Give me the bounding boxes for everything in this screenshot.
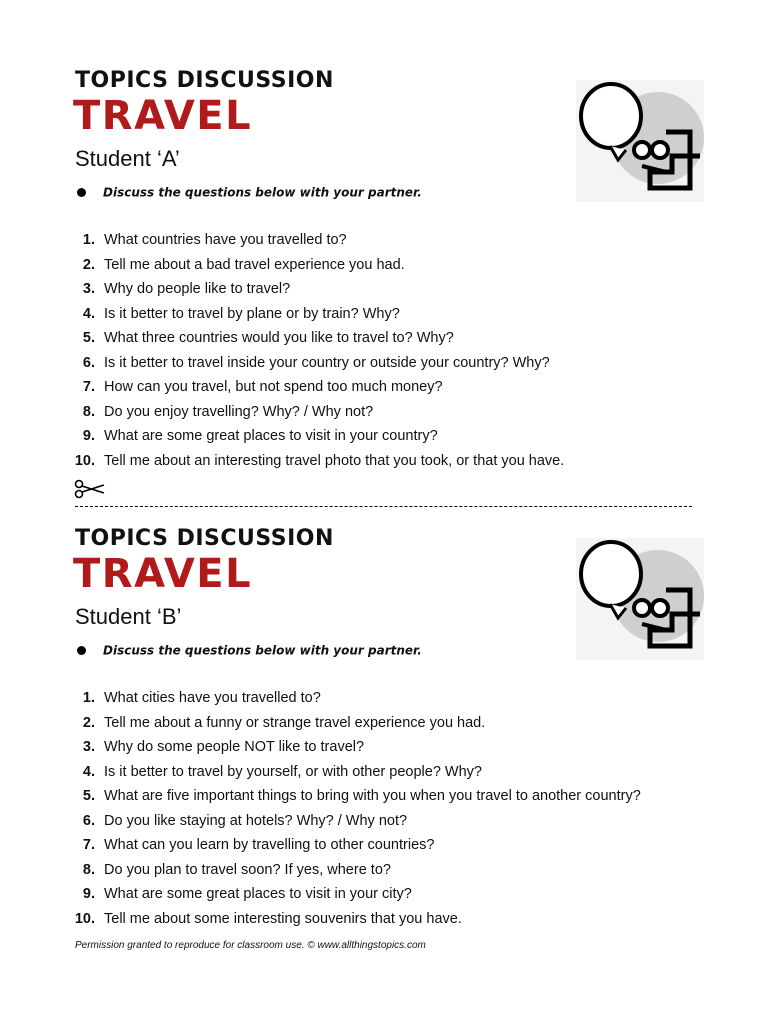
question-number: 1. <box>82 232 95 248</box>
question-text: Tell me about an interesting travel photo that you took, or that you have. <box>104 452 565 469</box>
question-text: Is it better to travel inside your country or outside your country? Why? <box>104 354 550 371</box>
question-number: 4. <box>82 305 95 322</box>
question-text: What are some great places to visit in your country? <box>104 428 438 444</box>
question-text: Is it better to travel by yourself, or with other people? Why? <box>104 763 482 780</box>
question-text: What countries have you travelled to? <box>104 232 347 248</box>
question-number: 1. <box>82 690 95 706</box>
question-list <box>73 688 641 933</box>
question-item <box>73 737 641 762</box>
bullet-icon <box>77 188 86 197</box>
question-number: 2. <box>82 256 95 273</box>
speech-bubble-faces-icon <box>576 80 704 202</box>
student-label: Student ‘B’ <box>75 604 182 629</box>
instruction-line <box>75 184 422 200</box>
permission-footer: Permission granted to reproduce for classroom use. © www.allthingstopics.com <box>75 940 426 951</box>
question-number: 3. <box>82 281 95 297</box>
question-item <box>73 713 641 738</box>
question-item <box>73 255 564 280</box>
question-text: Do you like staying at hotels? Why? / Why not? <box>104 812 408 829</box>
dashed-divider <box>75 506 692 507</box>
question-number: 9. <box>82 428 95 444</box>
question-text: How can you travel, but not spend too much money? <box>104 379 443 395</box>
question-number: 3. <box>82 739 95 755</box>
question-item <box>73 835 641 860</box>
question-text: Why do people like to travel? <box>104 281 291 297</box>
question-item <box>73 377 564 402</box>
instruction-text: Discuss the questions below with your partner. <box>103 643 422 658</box>
question-number: 9. <box>82 886 95 902</box>
question-item <box>73 304 564 329</box>
question-text: Do you plan to travel soon? If yes, where to? <box>104 861 391 878</box>
question-text: What three countries would you like to travel to? Why? <box>104 330 454 346</box>
question-item <box>73 328 564 353</box>
question-number: 8. <box>82 861 95 878</box>
student-label: Student ‘A’ <box>75 146 180 171</box>
speech-bubble-faces-icon <box>576 538 704 660</box>
question-text: Do you enjoy travelling? Why? / Why not? <box>104 403 374 420</box>
question-item <box>73 884 641 909</box>
question-text: Is it better to travel by plane or by train? Why? <box>104 305 400 322</box>
question-number: 7. <box>82 379 95 395</box>
question-item <box>73 353 564 378</box>
question-item <box>73 786 641 811</box>
question-item <box>73 909 641 934</box>
question-number: 6. <box>82 812 95 829</box>
instruction-text: Discuss the questions below with your partner. <box>103 185 422 200</box>
question-number: 5. <box>82 788 95 804</box>
question-text: Why do some people NOT like to travel? <box>104 739 365 755</box>
question-item <box>73 811 641 836</box>
scissors-icon <box>74 478 106 500</box>
question-number: 10. <box>74 452 95 469</box>
question-number: 10. <box>74 910 95 927</box>
bullet-icon <box>77 646 86 655</box>
question-item <box>73 230 564 255</box>
question-text: Tell me about a bad travel experience you had. <box>104 256 405 273</box>
worksheet-title: TRAVEL <box>73 93 253 139</box>
question-text: What are five important things to bring with you when you travel to another country? <box>104 788 641 804</box>
question-text: What can you learn by travelling to other countries? <box>104 837 435 853</box>
cut-line <box>0 478 768 512</box>
question-number: 4. <box>82 763 95 780</box>
question-number: 5. <box>82 330 95 346</box>
instruction-line <box>75 642 422 658</box>
section-kicker: TOPICS DISCUSSION <box>75 68 334 93</box>
question-number: 6. <box>82 354 95 371</box>
question-list <box>73 230 564 475</box>
question-item <box>73 402 564 427</box>
worksheet-title: TRAVEL <box>73 551 253 597</box>
question-text: What cities have you travelled to? <box>104 690 321 706</box>
question-item <box>73 860 641 885</box>
question-item <box>73 762 641 787</box>
question-text: Tell me about some interesting souvenirs that you have. <box>104 910 462 927</box>
question-item <box>73 426 564 451</box>
question-number: 2. <box>82 714 95 731</box>
question-item <box>73 451 564 476</box>
question-text: What are some great places to visit in your city? <box>104 886 412 902</box>
question-number: 7. <box>82 837 95 853</box>
question-text: Tell me about a funny or strange travel experience you had. <box>104 714 486 731</box>
section-kicker: TOPICS DISCUSSION <box>75 526 334 551</box>
question-item <box>73 279 564 304</box>
question-item <box>73 688 641 713</box>
question-number: 8. <box>82 403 95 420</box>
